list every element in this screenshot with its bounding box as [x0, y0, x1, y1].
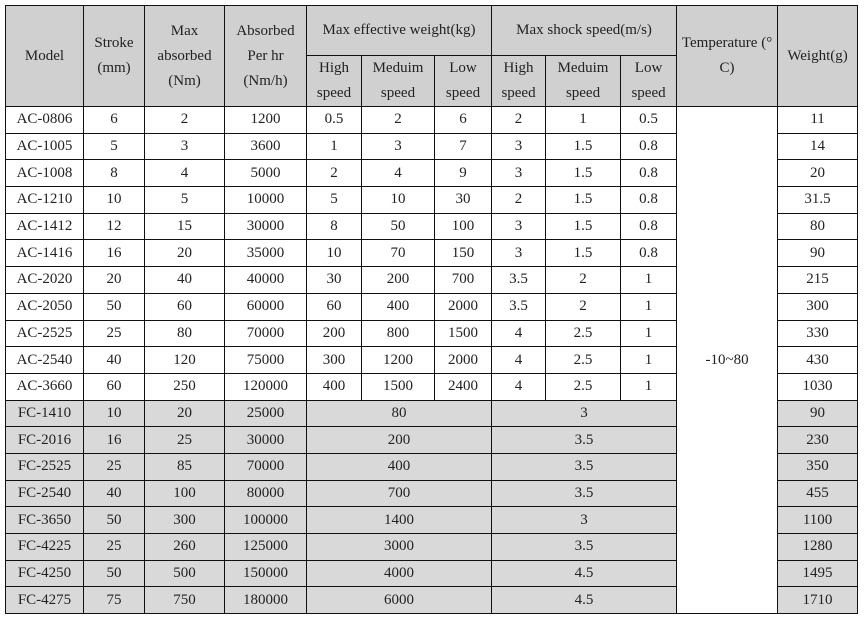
cell-weight: 11 [778, 107, 858, 134]
cell-weight-medium: 800 [362, 320, 435, 347]
header-weight-low-speed: Low speed [435, 56, 492, 107]
cell-stroke: 10 [84, 187, 145, 214]
cell-model: AC-2525 [6, 320, 84, 347]
cell-stroke: 6 [84, 107, 145, 134]
cell-absorbed-per-hr: 180000 [225, 587, 307, 614]
cell-max-effective-weight: 3000 [307, 534, 492, 561]
cell-shock-medium: 1.5 [546, 187, 621, 214]
cell-max-effective-weight: 700 [307, 480, 492, 507]
cell-max-absorbed: 300 [145, 507, 225, 534]
cell-max-effective-weight: 1400 [307, 507, 492, 534]
cell-weight-low: 2000 [435, 293, 492, 320]
cell-max-absorbed: 2 [145, 107, 225, 134]
cell-max-shock-speed: 4.5 [492, 587, 677, 614]
cell-weight-low: 2400 [435, 373, 492, 400]
cell-stroke: 25 [84, 320, 145, 347]
cell-shock-medium: 1.5 [546, 160, 621, 187]
cell-max-absorbed: 260 [145, 534, 225, 561]
header-max-shock-speed: Max shock speed(m/s) [492, 6, 677, 56]
cell-weight: 1100 [778, 507, 858, 534]
header-weight-medium-speed: Meduim speed [362, 56, 435, 107]
cell-model: AC-3660 [6, 373, 84, 400]
cell-model: FC-2540 [6, 480, 84, 507]
cell-shock-medium: 1.5 [546, 240, 621, 267]
cell-weight: 1030 [778, 373, 858, 400]
shock-absorber-spec-table [5, 5, 858, 614]
cell-weight-medium: 200 [362, 267, 435, 294]
cell-max-absorbed: 20 [145, 400, 225, 427]
table-row [6, 107, 858, 134]
cell-weight-medium: 400 [362, 293, 435, 320]
cell-weight-low: 2000 [435, 347, 492, 374]
cell-model: AC-1416 [6, 240, 84, 267]
cell-model: AC-1210 [6, 187, 84, 214]
cell-shock-low: 0.8 [621, 213, 677, 240]
cell-stroke: 50 [84, 507, 145, 534]
cell-max-absorbed: 4 [145, 160, 225, 187]
header-max-effective-weight: Max effective weight(kg) [307, 6, 492, 56]
cell-model: AC-2020 [6, 267, 84, 294]
cell-absorbed-per-hr: 100000 [225, 507, 307, 534]
cell-weight: 1710 [778, 587, 858, 614]
header-shock-medium-speed: Meduim speed [546, 56, 621, 107]
cell-max-absorbed: 25 [145, 427, 225, 454]
cell-stroke: 16 [84, 240, 145, 267]
cell-shock-high: 3.5 [492, 293, 546, 320]
cell-weight: 90 [778, 400, 858, 427]
cell-weight: 1495 [778, 560, 858, 587]
cell-max-effective-weight: 400 [307, 453, 492, 480]
cell-stroke: 20 [84, 267, 145, 294]
cell-model: FC-4275 [6, 587, 84, 614]
cell-weight-high: 300 [307, 347, 362, 374]
cell-max-absorbed: 100 [145, 480, 225, 507]
cell-stroke: 40 [84, 347, 145, 374]
cell-absorbed-per-hr: 25000 [225, 400, 307, 427]
cell-weight-low: 700 [435, 267, 492, 294]
cell-weight-high: 400 [307, 373, 362, 400]
cell-weight: 455 [778, 480, 858, 507]
cell-absorbed-per-hr: 40000 [225, 267, 307, 294]
cell-weight-low: 9 [435, 160, 492, 187]
cell-model: AC-2050 [6, 293, 84, 320]
cell-stroke: 75 [84, 587, 145, 614]
cell-weight: 20 [778, 160, 858, 187]
cell-weight-high: 1 [307, 133, 362, 160]
cell-absorbed-per-hr: 125000 [225, 534, 307, 561]
cell-weight: 300 [778, 293, 858, 320]
cell-weight-high: 10 [307, 240, 362, 267]
cell-shock-medium: 1.5 [546, 213, 621, 240]
cell-shock-medium: 1.5 [546, 133, 621, 160]
cell-shock-low: 0.8 [621, 240, 677, 267]
cell-weight: 430 [778, 347, 858, 374]
cell-weight: 230 [778, 427, 858, 454]
cell-model: AC-1005 [6, 133, 84, 160]
table-body [6, 107, 858, 614]
cell-weight-high: 200 [307, 320, 362, 347]
cell-weight-high: 8 [307, 213, 362, 240]
cell-shock-high: 4 [492, 320, 546, 347]
cell-shock-low: 0.8 [621, 187, 677, 214]
cell-max-shock-speed: 3 [492, 400, 677, 427]
cell-shock-high: 3 [492, 133, 546, 160]
cell-max-absorbed: 500 [145, 560, 225, 587]
cell-stroke: 10 [84, 400, 145, 427]
cell-model: FC-3650 [6, 507, 84, 534]
cell-weight-low: 100 [435, 213, 492, 240]
cell-absorbed-per-hr: 150000 [225, 560, 307, 587]
header-max-absorbed: Max absorbed (Nm) [145, 6, 225, 107]
cell-shock-medium: 2 [546, 293, 621, 320]
cell-weight: 1280 [778, 534, 858, 561]
cell-max-effective-weight: 4000 [307, 560, 492, 587]
header-weight: Weight(g) [778, 6, 858, 107]
cell-absorbed-per-hr: 5000 [225, 160, 307, 187]
cell-max-absorbed: 60 [145, 293, 225, 320]
cell-max-absorbed: 250 [145, 373, 225, 400]
cell-absorbed-per-hr: 3600 [225, 133, 307, 160]
cell-max-shock-speed: 4.5 [492, 560, 677, 587]
cell-weight-low: 7 [435, 133, 492, 160]
cell-weight: 80 [778, 213, 858, 240]
cell-max-effective-weight: 200 [307, 427, 492, 454]
cell-weight: 14 [778, 133, 858, 160]
cell-shock-low: 1 [621, 293, 677, 320]
cell-stroke: 40 [84, 480, 145, 507]
cell-shock-high: 2 [492, 107, 546, 134]
cell-stroke: 25 [84, 453, 145, 480]
cell-shock-medium: 2 [546, 267, 621, 294]
cell-weight: 350 [778, 453, 858, 480]
cell-stroke: 12 [84, 213, 145, 240]
cell-shock-high: 2 [492, 187, 546, 214]
cell-weight-medium: 3 [362, 133, 435, 160]
header-shock-low-speed: Low speed [621, 56, 677, 107]
cell-max-shock-speed: 3 [492, 507, 677, 534]
cell-stroke: 50 [84, 293, 145, 320]
cell-model: FC-4250 [6, 560, 84, 587]
cell-absorbed-per-hr: 70000 [225, 320, 307, 347]
header-model: Model [6, 6, 84, 107]
cell-shock-medium: 2.5 [546, 320, 621, 347]
cell-max-absorbed: 5 [145, 187, 225, 214]
cell-shock-low: 1 [621, 320, 677, 347]
cell-shock-low: 1 [621, 347, 677, 374]
cell-weight: 215 [778, 267, 858, 294]
cell-weight: 90 [778, 240, 858, 267]
cell-absorbed-per-hr: 120000 [225, 373, 307, 400]
cell-stroke: 8 [84, 160, 145, 187]
cell-absorbed-per-hr: 80000 [225, 480, 307, 507]
cell-stroke: 5 [84, 133, 145, 160]
cell-weight-low: 30 [435, 187, 492, 214]
cell-weight: 31.5 [778, 187, 858, 214]
cell-max-absorbed: 40 [145, 267, 225, 294]
cell-stroke: 25 [84, 534, 145, 561]
cell-model: AC-2540 [6, 347, 84, 374]
cell-model: AC-0806 [6, 107, 84, 134]
cell-shock-high: 4 [492, 373, 546, 400]
header-weight-high-speed: High speed [307, 56, 362, 107]
cell-max-shock-speed: 3.5 [492, 534, 677, 561]
cell-model: AC-1008 [6, 160, 84, 187]
header-shock-high-speed: High speed [492, 56, 546, 107]
cell-stroke: 50 [84, 560, 145, 587]
cell-shock-high: 3 [492, 160, 546, 187]
cell-weight-high: 30 [307, 267, 362, 294]
cell-max-shock-speed: 3.5 [492, 427, 677, 454]
cell-shock-low: 0.5 [621, 107, 677, 134]
cell-shock-low: 0.8 [621, 133, 677, 160]
cell-shock-low: 1 [621, 373, 677, 400]
cell-shock-medium: 2.5 [546, 347, 621, 374]
cell-shock-high: 4 [492, 347, 546, 374]
cell-absorbed-per-hr: 60000 [225, 293, 307, 320]
cell-weight-low: 150 [435, 240, 492, 267]
cell-temperature: -10~80 [677, 107, 778, 614]
cell-max-absorbed: 85 [145, 453, 225, 480]
cell-absorbed-per-hr: 1200 [225, 107, 307, 134]
cell-model: FC-4225 [6, 534, 84, 561]
cell-weight-low: 6 [435, 107, 492, 134]
cell-absorbed-per-hr: 30000 [225, 427, 307, 454]
cell-max-shock-speed: 3.5 [492, 453, 677, 480]
cell-max-effective-weight: 6000 [307, 587, 492, 614]
cell-weight-high: 2 [307, 160, 362, 187]
cell-weight-high: 60 [307, 293, 362, 320]
cell-weight-low: 1500 [435, 320, 492, 347]
header-absorbed-per-hr: Absorbed Per hr (Nm/h) [225, 6, 307, 107]
cell-shock-high: 3 [492, 213, 546, 240]
cell-absorbed-per-hr: 30000 [225, 213, 307, 240]
cell-max-absorbed: 3 [145, 133, 225, 160]
cell-shock-medium: 2.5 [546, 373, 621, 400]
cell-model: FC-1410 [6, 400, 84, 427]
cell-absorbed-per-hr: 10000 [225, 187, 307, 214]
cell-shock-high: 3.5 [492, 267, 546, 294]
cell-model: AC-1412 [6, 213, 84, 240]
cell-absorbed-per-hr: 35000 [225, 240, 307, 267]
cell-max-absorbed: 120 [145, 347, 225, 374]
cell-shock-medium: 1 [546, 107, 621, 134]
cell-shock-low: 0.8 [621, 160, 677, 187]
cell-weight-medium: 50 [362, 213, 435, 240]
cell-max-absorbed: 80 [145, 320, 225, 347]
cell-model: FC-2525 [6, 453, 84, 480]
cell-absorbed-per-hr: 70000 [225, 453, 307, 480]
cell-max-absorbed: 750 [145, 587, 225, 614]
cell-weight-high: 0.5 [307, 107, 362, 134]
cell-model: FC-2016 [6, 427, 84, 454]
header-stroke: Stroke (mm) [84, 6, 145, 107]
cell-max-effective-weight: 80 [307, 400, 492, 427]
cell-weight-medium: 2 [362, 107, 435, 134]
cell-stroke: 16 [84, 427, 145, 454]
cell-weight-medium: 10 [362, 187, 435, 214]
cell-max-absorbed: 15 [145, 213, 225, 240]
cell-absorbed-per-hr: 75000 [225, 347, 307, 374]
cell-shock-low: 1 [621, 267, 677, 294]
cell-weight-medium: 1500 [362, 373, 435, 400]
cell-weight-high: 5 [307, 187, 362, 214]
cell-weight-medium: 70 [362, 240, 435, 267]
cell-max-absorbed: 20 [145, 240, 225, 267]
cell-weight-medium: 4 [362, 160, 435, 187]
cell-shock-high: 3 [492, 240, 546, 267]
cell-weight-medium: 1200 [362, 347, 435, 374]
header-temperature: Temperature (° C) [677, 6, 778, 107]
cell-weight: 330 [778, 320, 858, 347]
cell-max-shock-speed: 3.5 [492, 480, 677, 507]
cell-stroke: 60 [84, 373, 145, 400]
